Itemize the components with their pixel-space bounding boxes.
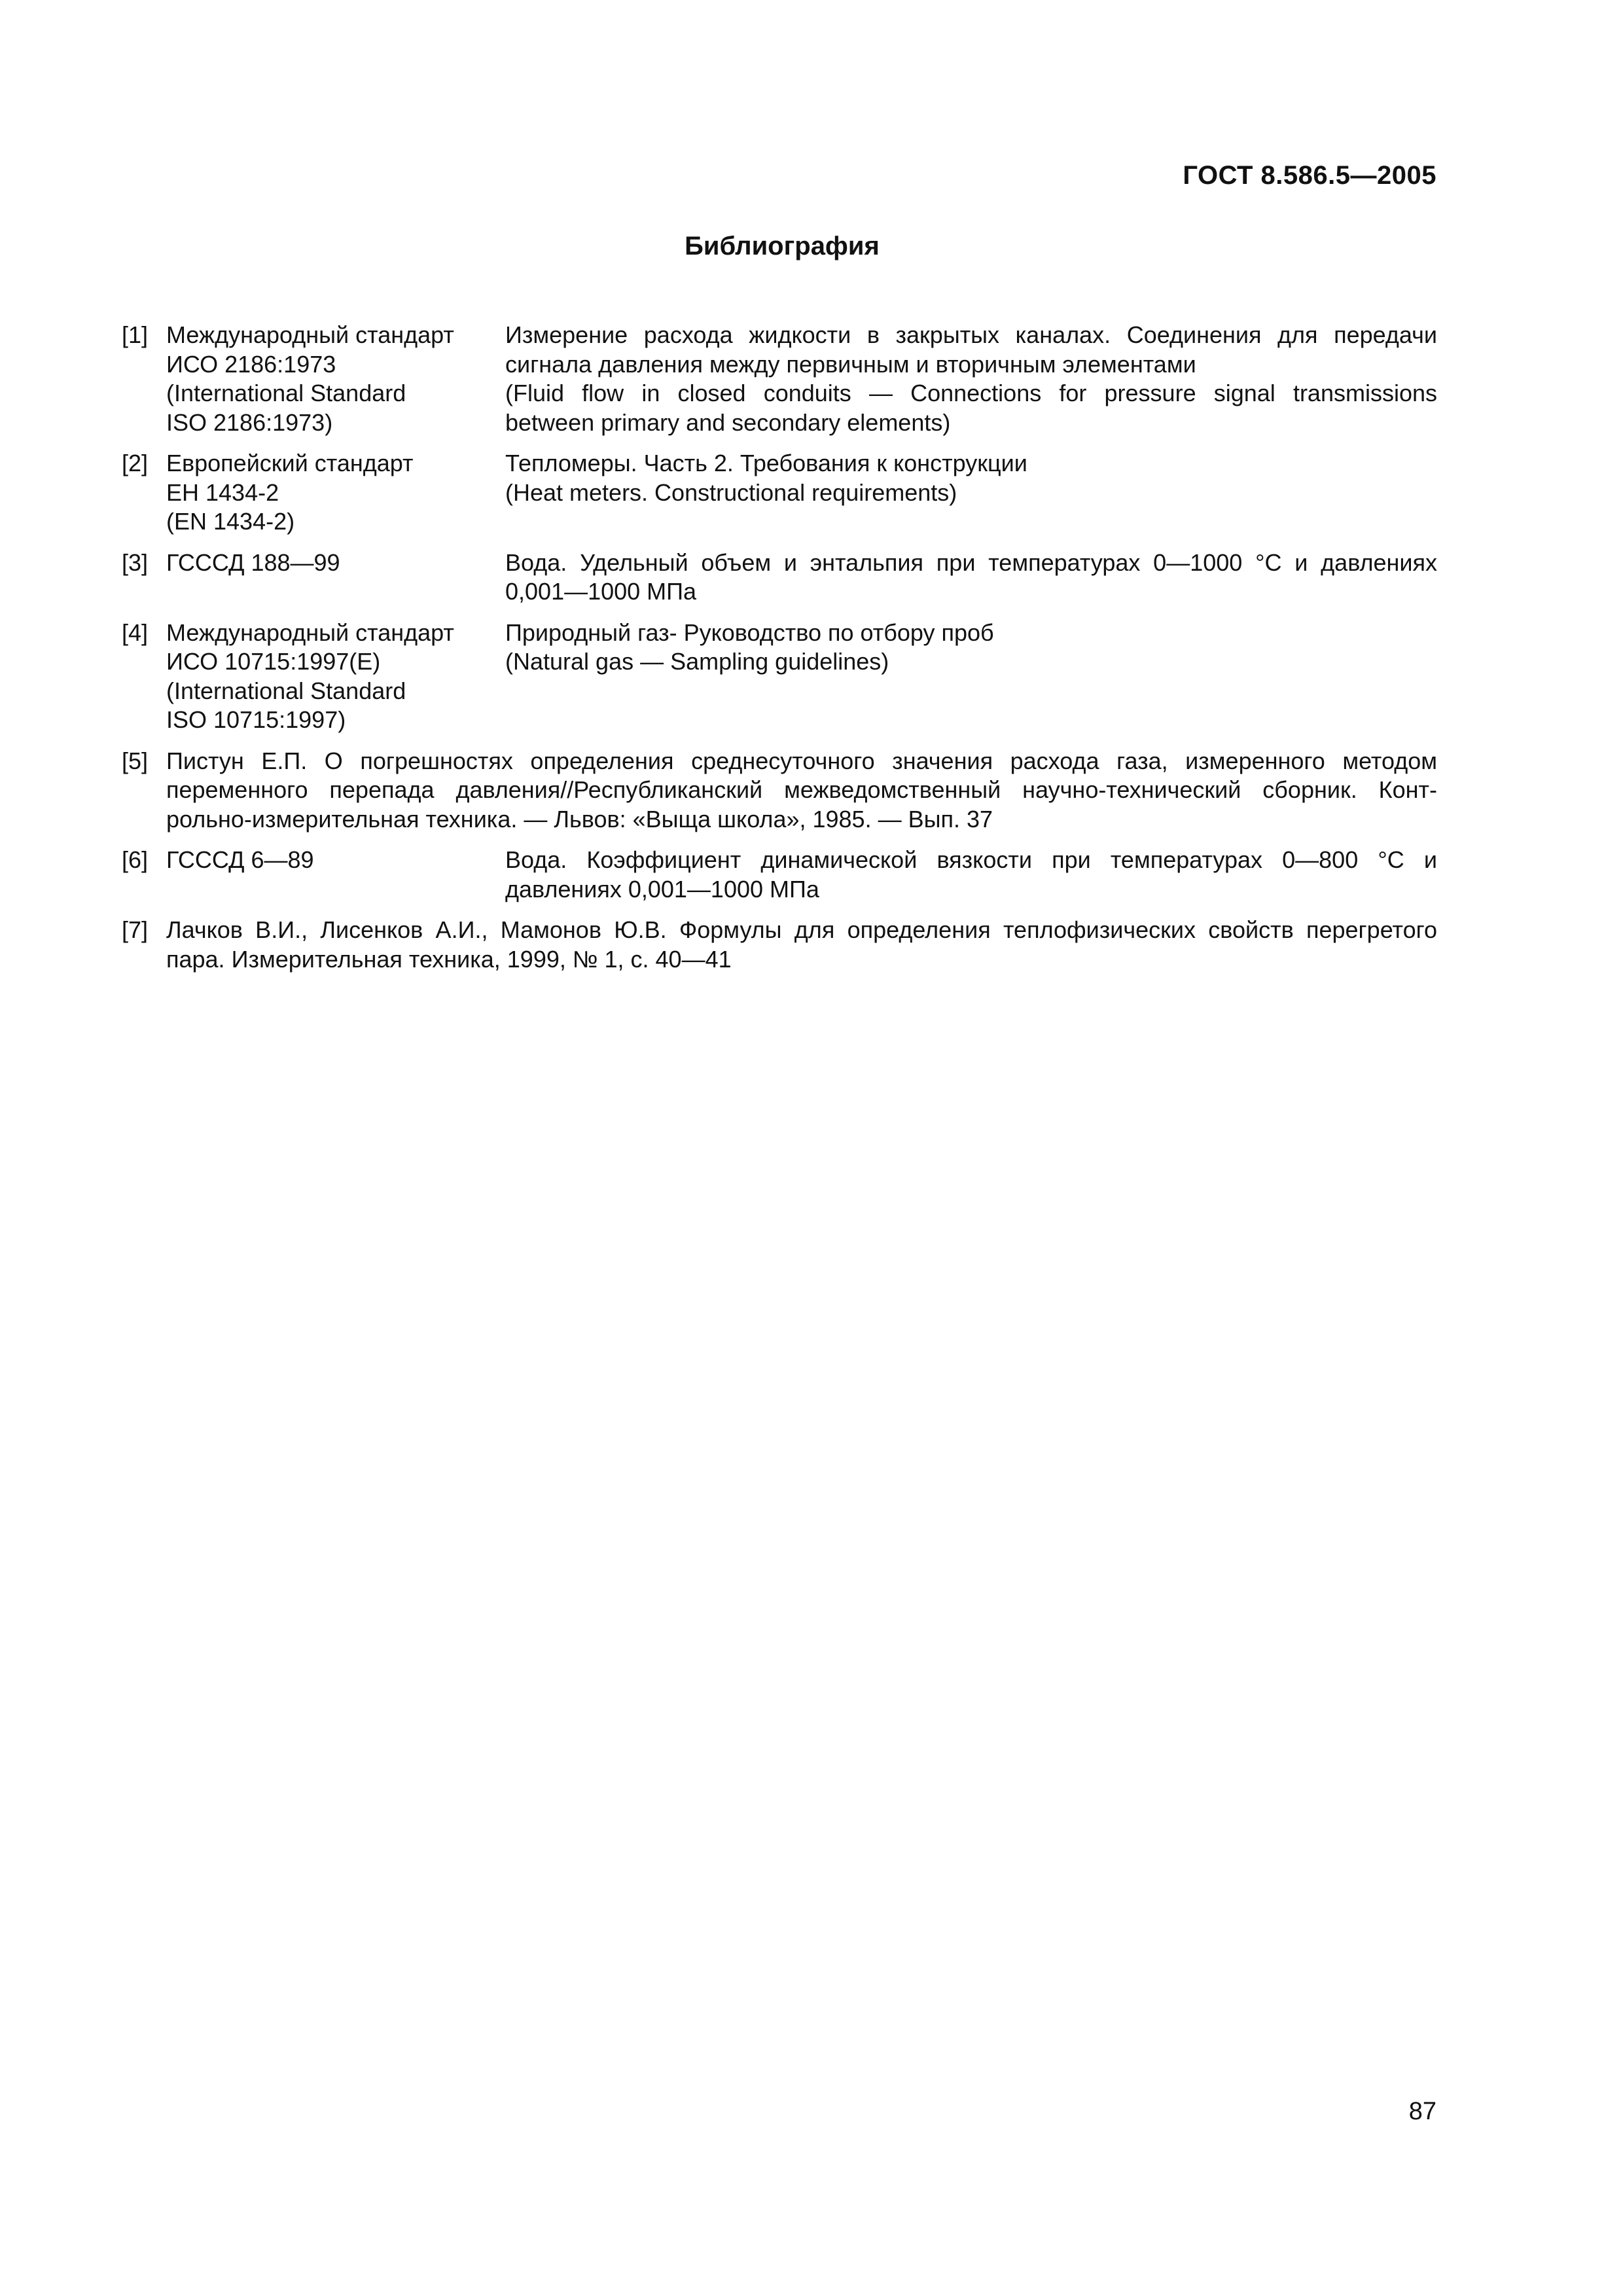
entry-description bbox=[505, 846, 1437, 904]
entry-source-line: ГСССД 6—89 bbox=[166, 846, 314, 873]
entry-source-line: ИСО 2186:1973 bbox=[166, 350, 336, 378]
entry-number: [1] bbox=[122, 321, 149, 348]
entry-full-text bbox=[166, 747, 1437, 834]
entry-description-line: давлениях 0,001—1000 МПа bbox=[505, 875, 819, 903]
bibliography-entry bbox=[122, 449, 1437, 537]
entry-source bbox=[166, 321, 505, 437]
entry-source bbox=[166, 619, 505, 735]
bibliography-entry bbox=[122, 548, 1437, 607]
bibliography-entry bbox=[122, 846, 1437, 904]
entry-description-line: Вода. Коэффициент динамической вязкости при температурах 0—800 °С и bbox=[505, 846, 1437, 873]
entry-source bbox=[166, 846, 505, 875]
bibliography-list bbox=[122, 321, 1437, 986]
entry-source-line: ЕН 1434-2 bbox=[166, 478, 279, 506]
entry-text-line: Лачков В.И., Лисенков А.И., Мамонов Ю.В. Формулы для определения теплофизических свойств перегретого bbox=[166, 916, 1437, 943]
entry-text-line: Пистун Е.П. О погрешностях определения среднесуточного значения расхода газа, измеренного методом bbox=[166, 747, 1437, 774]
entry-description bbox=[505, 548, 1437, 607]
entry-source bbox=[166, 548, 505, 578]
entry-number: [3] bbox=[122, 548, 149, 576]
document-code: ГОСТ 8.586.5—2005 bbox=[1183, 161, 1436, 190]
entry-number: [2] bbox=[122, 450, 149, 476]
entry-number: [7] bbox=[122, 916, 149, 943]
entry-description-line: (Heat meters. Constructional requirements) bbox=[505, 478, 957, 506]
entry-description-line: (Fluid flow in closed conduits — Connections for pressure signal transmissions bbox=[505, 380, 1437, 406]
bibliography-entry bbox=[122, 747, 1437, 834]
entry-description-line: Тепломеры. Часть 2. Требования к конструкции bbox=[505, 450, 1027, 476]
entry-description bbox=[505, 619, 1437, 677]
entry-description-line: Природный газ- Руководство по отбору проб bbox=[505, 619, 994, 646]
entry-description-line: Вода. Удельный объем и энтальпия при температурах 0—1000 °С и давлениях bbox=[505, 548, 1437, 576]
entry-description-line: (Natural gas — Sampling guidelines) bbox=[505, 648, 889, 675]
entry-source-line: (International Standard bbox=[166, 677, 406, 704]
entry-source-line: ISO 2186:1973) bbox=[166, 408, 333, 436]
entry-description bbox=[505, 449, 1437, 507]
entry-description bbox=[505, 321, 1437, 437]
entry-text-line: пара. Измерительная техника, 1999, № 1, с. 40—41 bbox=[166, 945, 732, 973]
entry-text-line: переменного перепада давления//Республиканский межведомственный научно-технический сборник. Конт- bbox=[166, 776, 1437, 803]
entry-number: [6] bbox=[122, 846, 149, 873]
entry-description-line: сигнала давления между первичным и вторичным элементами bbox=[505, 350, 1196, 378]
entry-full-text bbox=[166, 916, 1437, 974]
entry-source bbox=[166, 449, 505, 537]
entry-source-line: ГСССД 188—99 bbox=[166, 548, 340, 576]
bibliography-entry bbox=[122, 321, 1437, 437]
entry-description-line: 0,001—1000 МПа bbox=[505, 578, 697, 605]
entry-source-line: Международный стандарт bbox=[166, 321, 454, 348]
entry-source-line: (EN 1434-2) bbox=[166, 508, 295, 535]
page-title: Библиография bbox=[685, 232, 880, 260]
entry-source-line: ISO 10715:1997) bbox=[166, 706, 346, 733]
entry-description-line: between primary and secondary elements) bbox=[505, 408, 951, 436]
entry-source-line: ИСО 10715:1997(E) bbox=[166, 648, 381, 675]
bibliography-entry bbox=[122, 916, 1437, 974]
page-number: 87 bbox=[1408, 2098, 1436, 2125]
entry-number: [4] bbox=[122, 619, 149, 646]
entry-source-line: Европейский стандарт bbox=[166, 450, 414, 476]
entry-source-line: (International Standard bbox=[166, 380, 406, 406]
entry-number: [5] bbox=[122, 747, 149, 774]
bibliography-entry bbox=[122, 619, 1437, 735]
entry-text-line: рольно-измерительная техника. — Львов: «Выща школа», 1985. — Вып. 37 bbox=[166, 805, 993, 833]
entry-source-line: Международный стандарт bbox=[166, 619, 454, 646]
entry-description-line: Измерение расхода жидкости в закрытых каналах. Соединения для передачи bbox=[505, 321, 1437, 348]
